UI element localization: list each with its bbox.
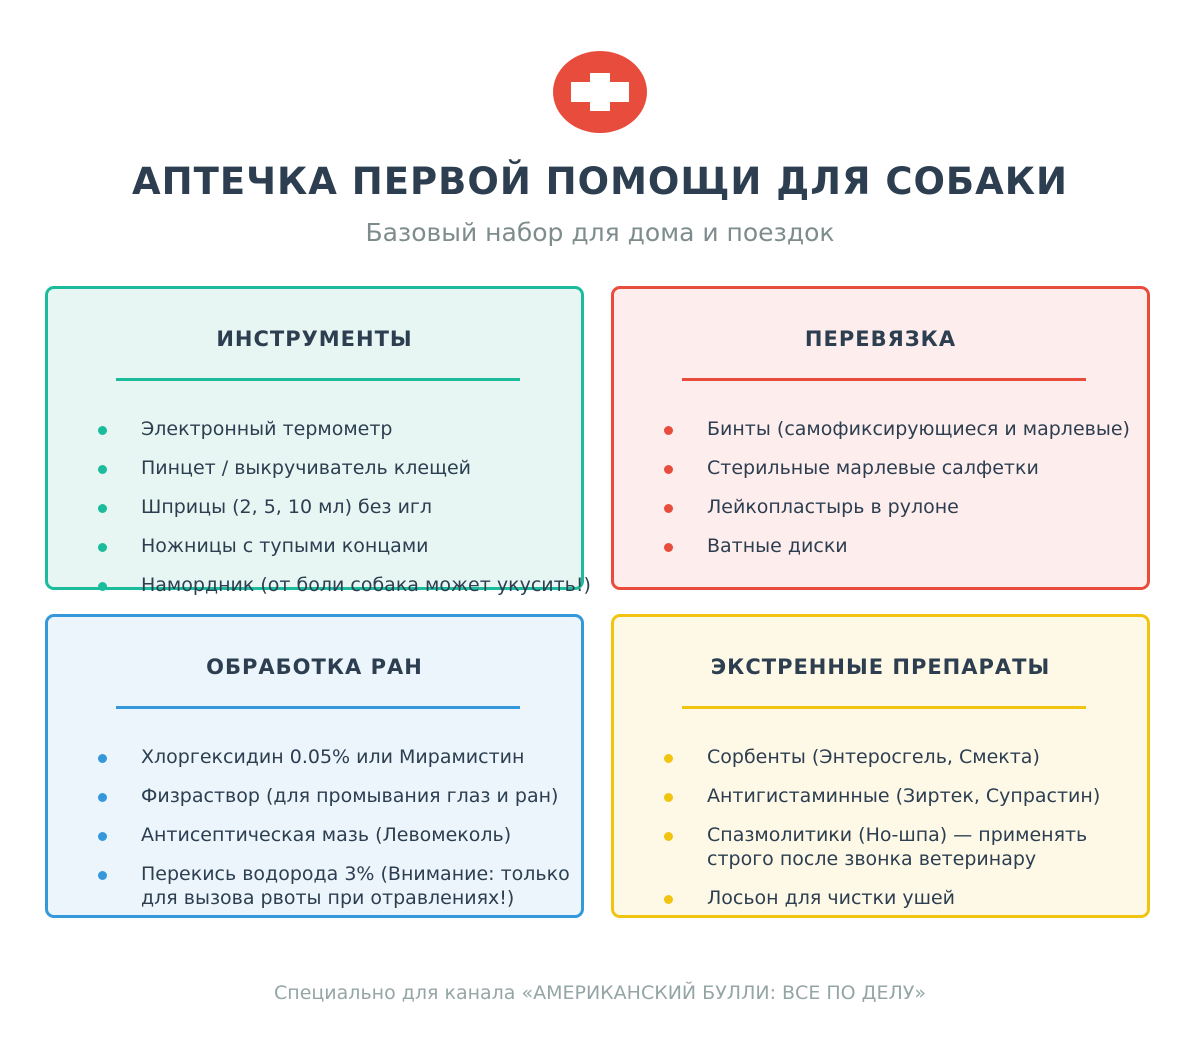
list-item xyxy=(614,417,1200,441)
list-item xyxy=(614,495,1200,519)
card-item-list xyxy=(614,417,1200,573)
list-item-text: Лейкопластырь в рулоне xyxy=(707,496,959,518)
card-item-list xyxy=(48,745,648,925)
bullet-dot-icon xyxy=(664,543,673,552)
card-divider xyxy=(682,378,1086,381)
bullet-dot-icon xyxy=(664,754,673,763)
bullet-dot-icon xyxy=(98,754,107,763)
list-item xyxy=(614,745,1200,769)
list-item-text: Лосьон для чистки ушей xyxy=(707,887,956,909)
list-item-text: Намордник (от боли собака может укусить!) xyxy=(141,574,591,596)
bullet-dot-icon xyxy=(98,832,107,841)
medical-cross-icon xyxy=(553,51,647,133)
bullet-dot-icon xyxy=(98,465,107,474)
list-item xyxy=(614,456,1200,480)
list-item xyxy=(614,784,1200,808)
card-title: ЭКСТРЕННЫЕ ПРЕПАРАТЫ xyxy=(710,655,1051,679)
list-item xyxy=(48,495,648,519)
bullet-dot-icon xyxy=(664,832,673,841)
list-item xyxy=(48,745,648,769)
list-item xyxy=(48,784,648,808)
list-item xyxy=(48,417,648,441)
list-item xyxy=(48,456,648,480)
card-title: ОБРАБОТКА РАН xyxy=(206,655,423,679)
bullet-dot-icon xyxy=(98,543,107,552)
card-divider xyxy=(116,378,520,381)
list-item-text: Шприцы (2, 5, 10 мл) без игл xyxy=(141,496,433,518)
list-item-text: Хлоргексидин 0.05% или Мирамистин xyxy=(141,746,525,768)
list-item-text: Бинты (самофиксирующиеся и марлевые) xyxy=(707,418,1130,440)
list-item xyxy=(48,573,648,597)
list-item-text: Сорбенты (Энтеросгель, Смекта) xyxy=(707,746,1040,768)
card-divider xyxy=(116,706,520,709)
bullet-dot-icon xyxy=(98,871,107,880)
bullet-dot-icon xyxy=(664,465,673,474)
cross-vertical-bar xyxy=(590,73,610,111)
page-subtitle: Базовый набор для дома и поездок xyxy=(365,218,835,247)
card-divider xyxy=(682,706,1086,709)
card-wound-care xyxy=(45,614,584,918)
list-item xyxy=(614,886,1200,910)
card-title: ПЕРЕВЯЗКА xyxy=(804,327,957,351)
list-item-text: Антисептическая мазь (Левомеколь) xyxy=(141,824,512,846)
list-item xyxy=(614,534,1200,558)
bullet-dot-icon xyxy=(664,793,673,802)
page-title: АПТЕЧКА ПЕРВОЙ ПОМОЩИ ДЛЯ СОБАКИ xyxy=(132,160,1068,203)
card-item-list xyxy=(48,417,648,612)
footer-credit: Специально для канала «АМЕРИКАНСКИЙ БУЛЛИ: ВСЕ ПО ДЕЛУ» xyxy=(274,982,926,1004)
list-item-text: Стерильные марлевые салфетки xyxy=(707,457,1039,479)
list-item-text: Пинцет / выкручиватель клещей xyxy=(141,457,472,479)
card-instruments xyxy=(45,286,591,596)
bullet-dot-icon xyxy=(664,504,673,513)
card-emergency-drugs xyxy=(611,614,1150,918)
card-title: ИНСТРУМЕНТЫ xyxy=(216,327,413,351)
bullet-dot-icon xyxy=(664,426,673,435)
list-item-text: Физраствор (для промывания глаз и ран) xyxy=(141,785,559,807)
list-item-text: Перекись водорода 3% (Внимание: только для вызова рвоты при отравлениях!) xyxy=(141,863,570,909)
bullet-dot-icon xyxy=(98,504,107,513)
list-item xyxy=(48,862,648,910)
list-item xyxy=(614,823,1200,871)
list-item xyxy=(48,534,648,558)
list-item xyxy=(48,823,648,847)
list-item-text: Ножницы с тупыми концами xyxy=(141,535,429,557)
card-item-list xyxy=(614,745,1200,925)
list-item-text: Спазмолитики (Но-шпа) — применять строго после звонка ветеринару xyxy=(707,824,1088,870)
bullet-dot-icon xyxy=(664,895,673,904)
list-item-text: Ватные диски xyxy=(707,535,848,557)
bullet-dot-icon xyxy=(98,582,107,591)
list-item-text: Антигистаминные (Зиртек, Супрастин) xyxy=(707,785,1101,807)
bullet-dot-icon xyxy=(98,426,107,435)
card-dressing xyxy=(611,286,1150,590)
bullet-dot-icon xyxy=(98,793,107,802)
list-item-text: Электронный термометр xyxy=(141,418,393,440)
